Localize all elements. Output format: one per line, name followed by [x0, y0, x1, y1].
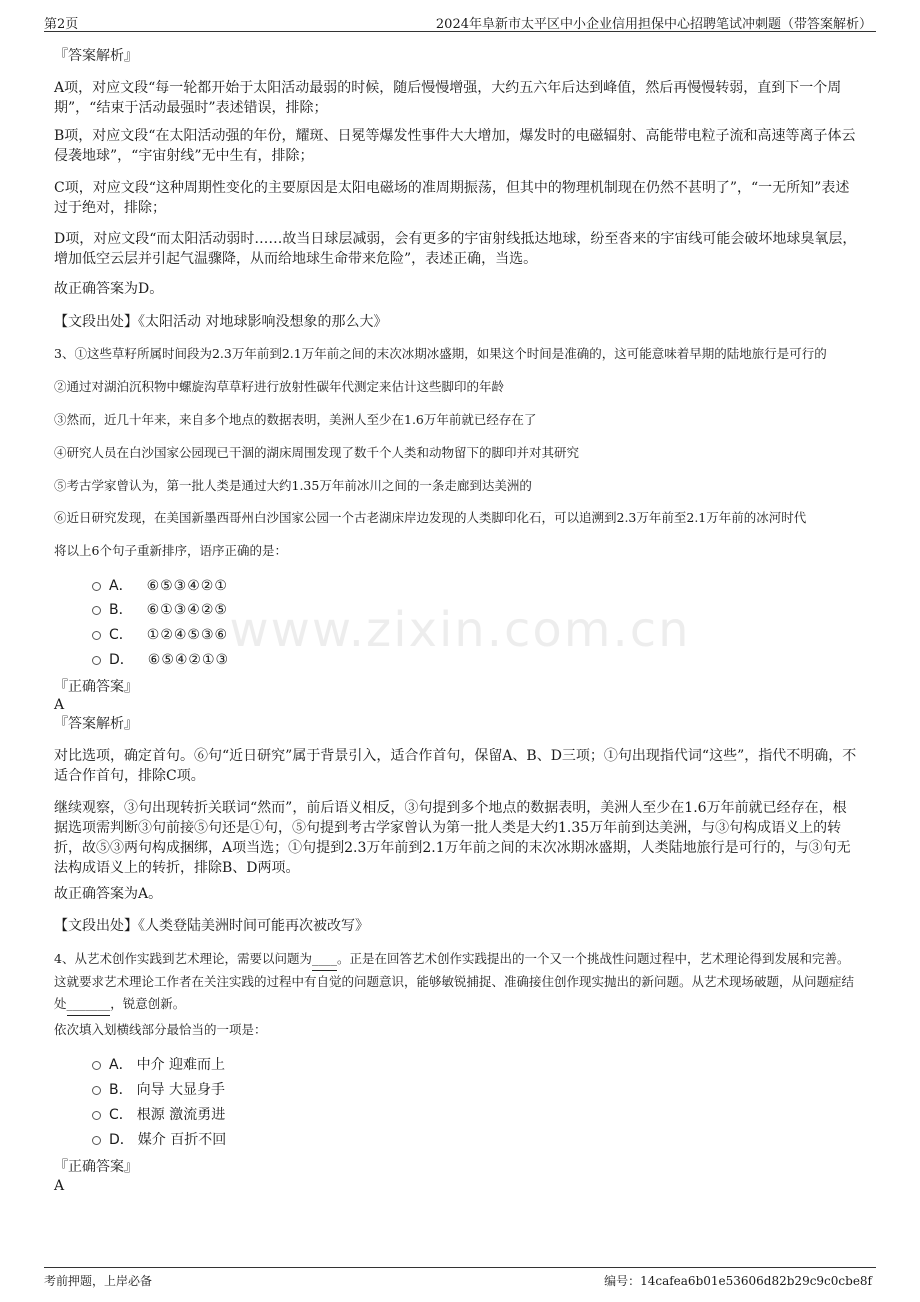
blank-2: _______ — [67, 993, 111, 1016]
q3-analysis-p2: 继续观察，③句出现转折关联词“然而”，前后语义相反，③句提到多个地点的数据表明，美洲人至少在1.6万年前就已经存在，根据选项需判断③句前接⑤句还是①句，⑤句提到考古学家曾认为第一批人类是大约1.35万年前到达美洲，与③句构成语义上的转折，故⑤③两句构成捆绑，A项当选；①句提到2.3万年前到2.1万年前之间的末次冰期冰盛期，人类陆地旅行是可行的，与③句无法构成语义上的转折，排除B、D两项。 — [54, 800, 851, 876]
option-label: D． — [109, 652, 134, 668]
q2-conclusion: 故正确答案为D。 — [54, 281, 164, 297]
radio-icon[interactable] — [92, 1061, 101, 1070]
footer-slogan: 考前押题，上岸必备 — [44, 1274, 153, 1288]
option-value: 根源 激流勇进 — [136, 1107, 226, 1123]
q4-stem — [54, 948, 860, 1016]
q3-sentence-2: ②通过对湖泊沉积物中螺旋沟草草籽进行放射性碳年代测定来估计这些脚印的年龄 — [54, 379, 505, 394]
option-label: B． — [109, 1082, 133, 1098]
option-value: 媒介 百折不回 — [137, 1132, 227, 1148]
q3-sentence-1: 3、①这些草籽所属时间段为2.3万年前到2.1万年前之间的末次冰期冰盛期，如果这个时间是准确的，这可能意味着早期的陆地旅行是可行的 — [54, 346, 827, 361]
q4-option-c[interactable] — [92, 1105, 225, 1125]
q2-analysis-heading: 『答案解析』 — [54, 48, 138, 64]
q3-option-a[interactable] — [92, 576, 228, 596]
radio-icon[interactable] — [92, 1086, 101, 1095]
q3-sentence-6: ⑥近日研究发现，在美国新墨西哥州白沙国家公园一个古老湖床岸边发现的人类脚印化石，可以追溯到2.3万年前至2.1万年前的冰河时代 — [54, 510, 807, 525]
option-value: ⑥①③④②⑤ — [146, 602, 228, 618]
q4-option-d[interactable] — [92, 1130, 226, 1150]
option-label: D． — [109, 1132, 134, 1148]
q3-option-c[interactable] — [92, 625, 228, 645]
document-title: 2024年阜新市太平区中小企业信用担保中心招聘笔试冲刺题（带答案解析） — [435, 17, 872, 32]
radio-icon[interactable] — [92, 631, 101, 640]
q2-analysis-b: B项，对应文段“在太阳活动强的年份，耀斑、日冕等爆发性事件大大增加，爆发时的电磁辐射、高能带电粒子流和高速等离子体云侵袭地球”，“宇宙射线”无中生有，排除； — [54, 128, 856, 164]
q3-sentence-3: ③然而，近几十年来，来自多个地点的数据表明，美洲人至少在1.6万年前就已经存在了 — [54, 412, 537, 427]
option-label: B． — [109, 602, 133, 618]
q4-stem-end: ，锐意创新。 — [110, 996, 186, 1011]
option-value: 向导 大显身手 — [136, 1082, 226, 1098]
q4-prompt: 依次填入划横线部分最恰当的一项是： — [54, 1022, 267, 1037]
radio-icon[interactable] — [92, 1111, 101, 1120]
q4-answer-heading: 『正确答案』 — [54, 1159, 138, 1175]
option-value: ⑥⑤④②①③ — [147, 652, 230, 668]
q3-analysis-p1: 对比选项，确定首句。⑥句“近日研究”属于背景引入，适合作首句，保留A、B、D三项；①句出现指代词“这些”，指代不明确，不适合作首句，排除C项。 — [54, 748, 857, 784]
option-value: 中介 迎难而上 — [136, 1057, 226, 1073]
option-label: C． — [109, 627, 133, 643]
option-value: ⑥⑤③④②① — [146, 578, 228, 594]
q3-answer-heading: 『正确答案』 — [54, 679, 138, 695]
page-header — [44, 11, 876, 32]
page-footer — [44, 1267, 876, 1290]
q3-prompt: 将以上6个句子重新排序，语序正确的是： — [54, 543, 287, 558]
watermark: www.zixin.com.cn — [229, 602, 691, 658]
q4-stem-start: 4、从艺术创作实践到艺术理论，需要以问题为 — [54, 951, 312, 966]
q2-analysis-a: A项，对应文段“每一轮都开始于太阳活动最弱的时候，随后慢慢增强，大约五六年后达到峰值，然后再慢慢转弱，直到下一个周期”，“结束于活动最强时”表述错误，排除； — [54, 80, 842, 116]
q4-option-b[interactable] — [92, 1080, 225, 1100]
option-value: ①②④⑤③⑥ — [146, 627, 229, 643]
q4-option-a[interactable] — [92, 1055, 225, 1075]
q3-option-d[interactable] — [92, 650, 229, 670]
document-code: 编号：14cafea6b01e53606d82b29c9c0cbe8f — [604, 1274, 872, 1288]
q3-conclusion: 故正确答案为A。 — [54, 886, 163, 902]
q3-source: 【文段出处】《人类登陆美洲时间可能再次被改写》 — [54, 918, 369, 934]
blank-1: ____ — [312, 948, 337, 971]
q2-source: 【文段出处】《太阳活动 对地球影响没想象的那么大》 — [54, 314, 388, 330]
radio-icon[interactable] — [92, 1136, 101, 1145]
q2-analysis-d: D项，对应文段“而太阳活动弱时……故当日球层减弱，会有更多的宇宙射线抵达地球，纷至沓来的宇宙线可能会破坏地球臭氧层，增加低空云层并引起气温骤降，从而给地球生命带来危险”，表述正确，当选。 — [54, 231, 857, 267]
option-label: C． — [109, 1107, 133, 1123]
q3-answer: A — [54, 697, 65, 713]
option-label: A． — [109, 578, 133, 594]
q4-answer: A — [54, 1178, 65, 1194]
q4-stem-middle: 。正是在回答艺术创作实践提出的一个又一个挑战性问题过程中，艺术理论得到发展和完善。这就要求艺术理论工作者在关注实践的过程中有自觉的问题意识，能够敏锐捕捉、准确接住创作现实抛出的新问题。从艺术现场破题，从问题症结处 — [54, 951, 855, 1011]
radio-icon[interactable] — [92, 606, 101, 615]
radio-icon[interactable] — [92, 656, 101, 665]
q2-analysis-c: C项，对应文段“这种周期性变化的主要原因是太阳电磁场的准周期振荡，但其中的物理机制现在仍然不甚明了”，“一无所知”表述过于绝对，排除； — [54, 180, 850, 216]
q3-sentence-4: ④研究人员在白沙国家公园现已干涸的湖床周围发现了数千个人类和动物留下的脚印并对其研究 — [54, 445, 580, 460]
q3-sentence-5: ⑤考古学家曾认为，第一批人类是通过大约1.35万年前冰川之间的一条走廊到达美洲的 — [54, 478, 532, 493]
page-number: 第2页 — [44, 17, 79, 32]
q3-analysis-heading: 『答案解析』 — [54, 716, 138, 732]
q3-option-b[interactable] — [92, 600, 228, 620]
radio-icon[interactable] — [92, 582, 101, 591]
option-label: A． — [109, 1057, 133, 1073]
